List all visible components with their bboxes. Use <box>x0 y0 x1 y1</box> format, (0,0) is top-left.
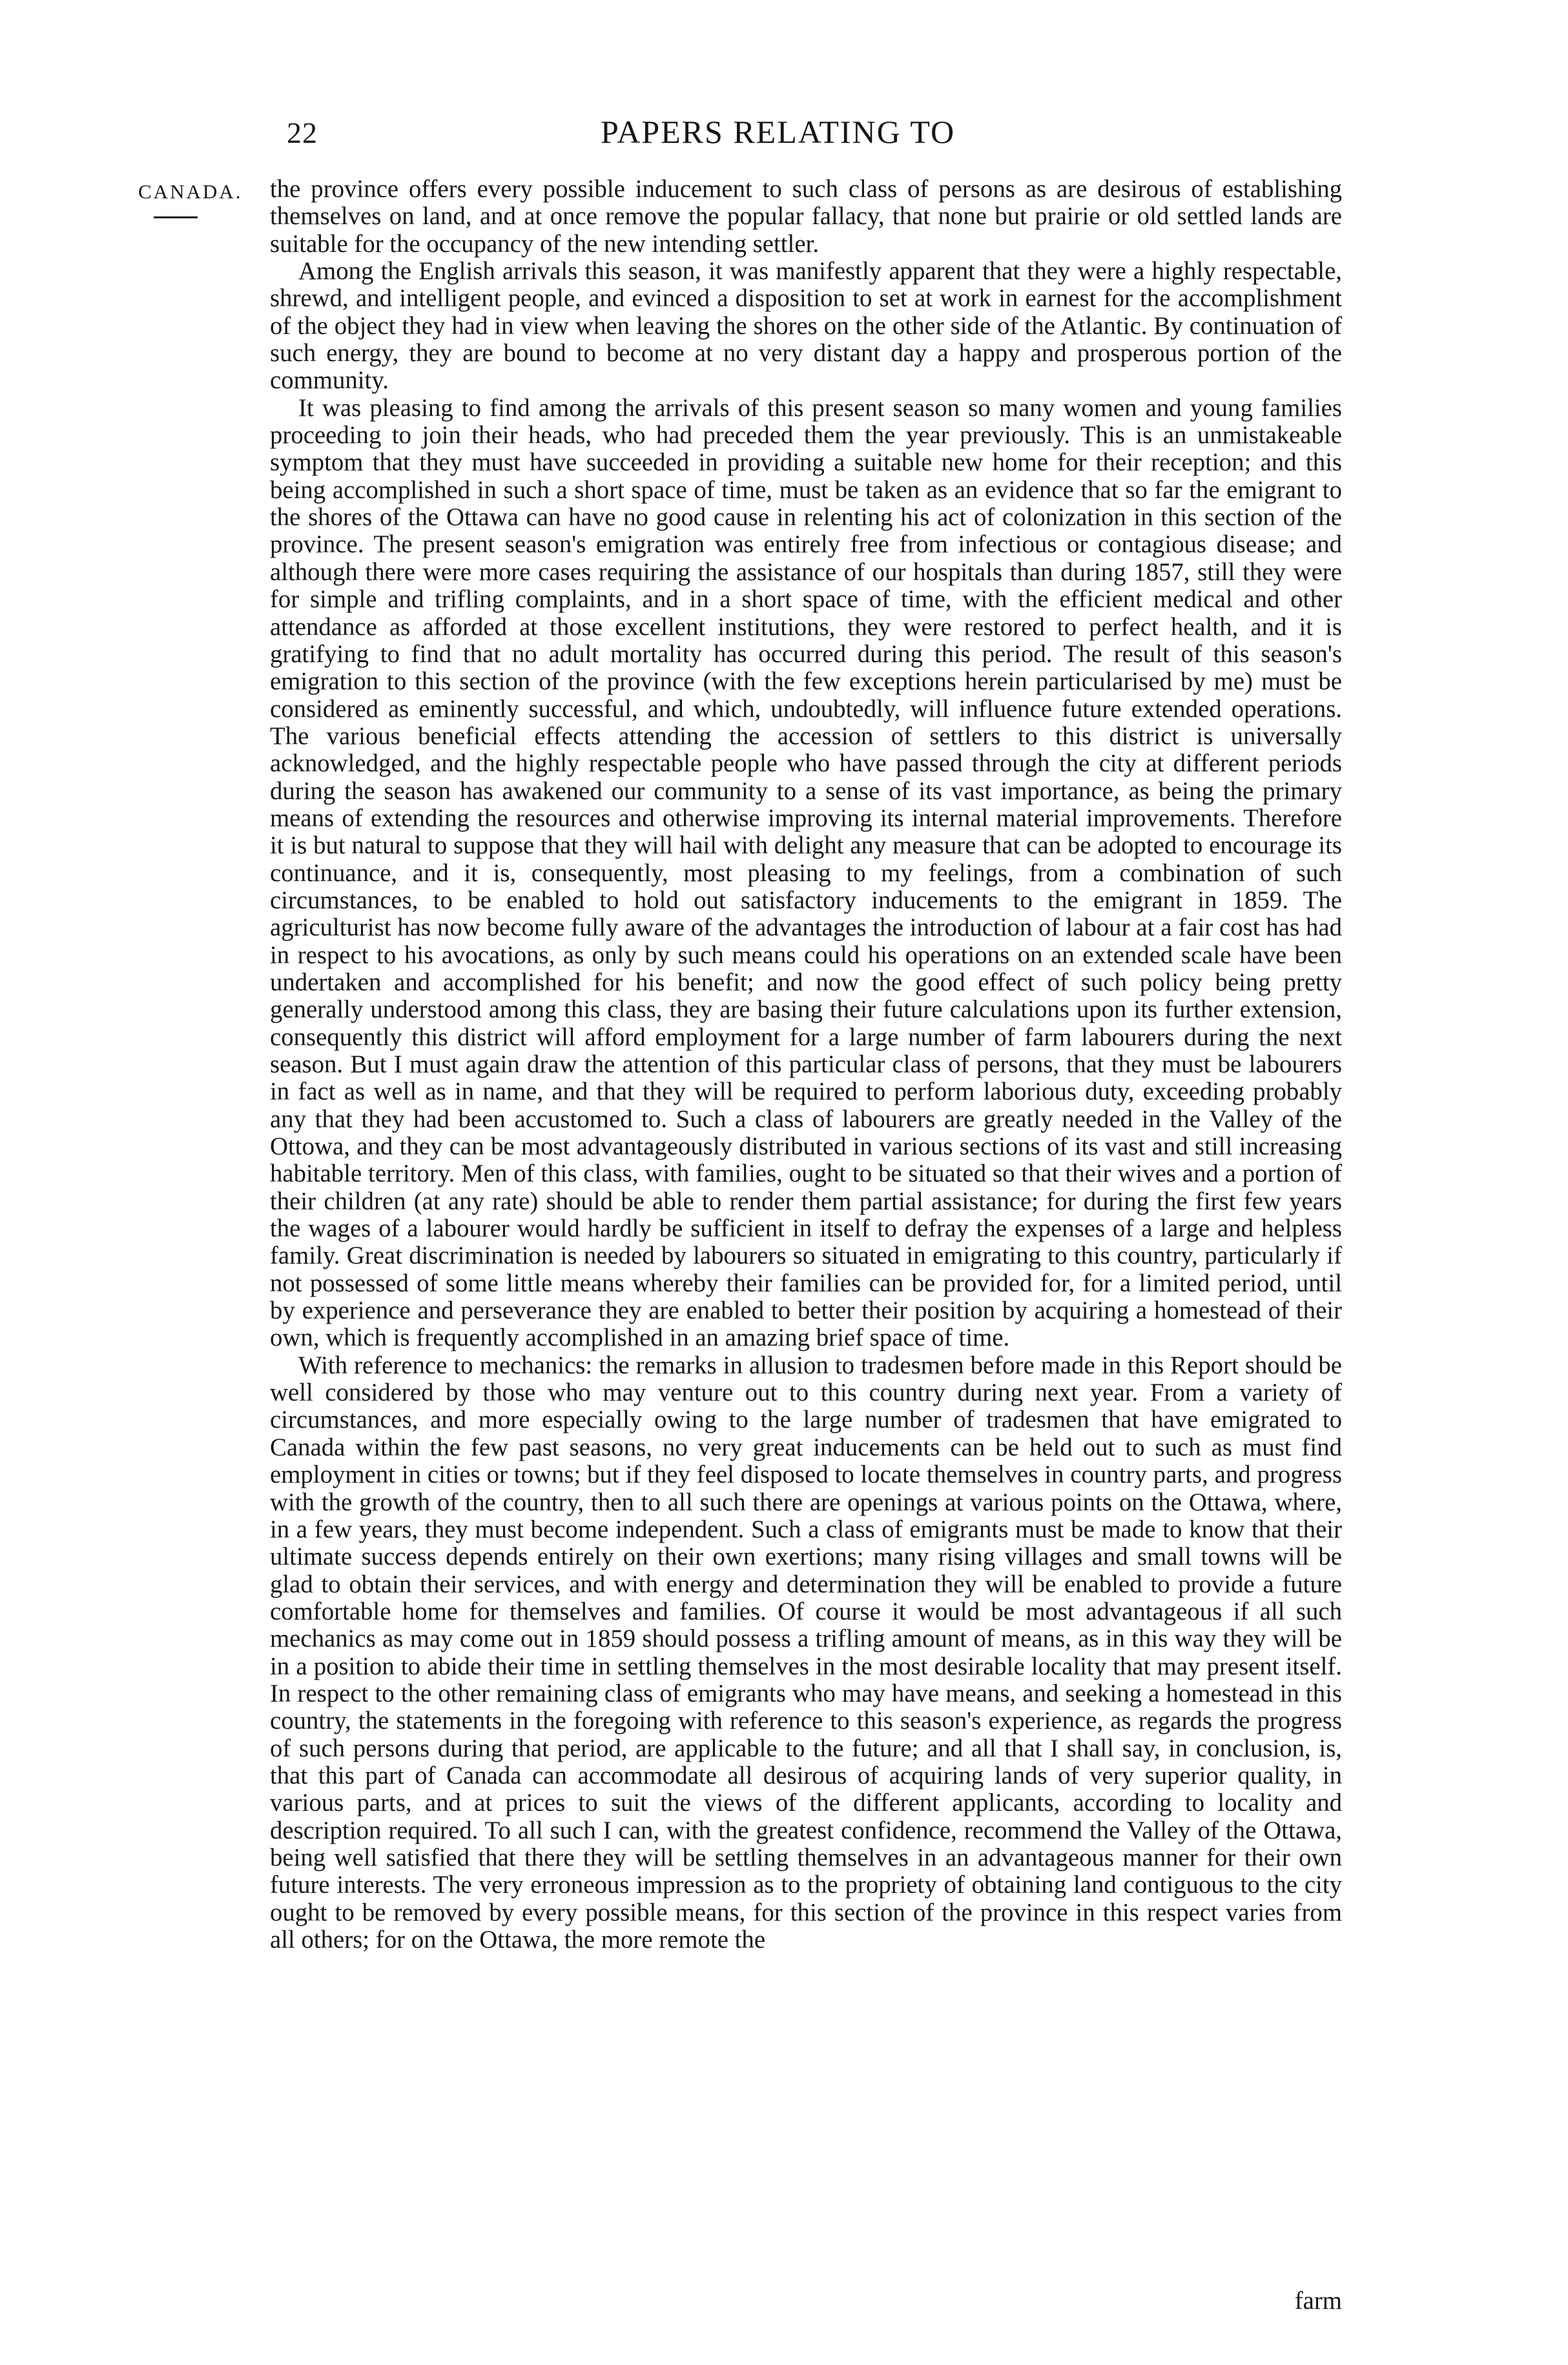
body-text <box>270 176 1342 1953</box>
paragraph-english-arrivals: Among the English arrivals this season, it was manifestly apparent that they were a highly respectable, shrewd, and intelligent people, and evinced a disposition to set at work in earnest for the accomplishment of the object they had in view when leaving the shores on the other side of the Atlantic. By continuation of such energy, they are bound to become at no very distant day a happy and prosperous portion of the community. <box>270 257 1342 395</box>
running-title: PAPERS RELATING TO <box>601 114 956 150</box>
margin-rule <box>154 216 198 218</box>
paragraph-season-arrivals: It was pleasing to find among the arrivals of this present season so many women and young families proceeding to join their heads, who had preceded them the year previously. This is an unmistakeable symptom that they must have succeeded in providing a suitable new home for their reception; and this being accomplished in such a short space of time, must be taken as an evidence that so far the emigrant to the shores of the Ottawa can have no good cause in relenting his act of colonization in this section of the province. The present season's emigration was entirely free from infectious or contagious disease; and although there were more cases requiring the assistance of our hospitals than during 1857, still they were for simple and trifling complaints, and in a short space of time, with the efficient medical and other attendance as afforded at those excellent institutions, they were restored to perfect health, and it is gratifying to find that no adult mortality has occurred during this period. The result of this season's emigration to this section of the province (with the few exceptions herein particularised by me) must be considered as eminently successful, and which, undoubtedly, will influence future extended operations. The various beneficial effects attending the accession of settlers to this district is universally acknowledged, and the highly respectable people who have passed through the city at different periods during the season has awakened our community to a sense of its vast importance, as being the primary means of extending the resources and otherwise improving its internal material improvements. Therefore it is but natural to suppose that they will hail with delight any measure that can be adopted to encourage its continuance, and it is, consequently, most pleasing to my feelings, from a combination of such circumstances, to be enabled to hold out satisfactory inducements to the emigrant in 1859. The agriculturist has now become fully aware of the advantages the introduction of labour at a fair cost has had in respect to his avocations, as only by such means could his operations on an extended scale have been undertaken and accomplished for his benefit; and now the good effect of such policy being pretty generally understood among this class, they are basing their future calculations upon its further extension, consequently this district will afford employment for a large number of farm labourers during the next season. But I must again draw the attention of this particular class of persons, that they must be labourers in fact as well as in name, and that they will be required to perform laborious duty, exceeding probably any that they had been accustomed to. Such a class of labourers are greatly needed in the Valley of the Ottowa, and they can be most advantageously distributed in various sections of its vast and still increasing habitable territory. Men of this class, with families, ought to be situated so that their wives and a portion of their children (at any rate) should be able to render them partial assistance; for during the first few years the wages of a labourer would hardly be sufficient in itself to defray the expenses of a large and helpless family. Great discrimination is needed by labourers so situated in emigrating to this country, particularly if not possessed of some little means whereby their families can be provided for, for a limited period, until by experience and perseverance they are enabled to better their position by acquiring a homestead of their own, which is frequently accomplished in an amazing brief space of time. <box>270 393 1342 1352</box>
margin-note: CANADA. <box>138 180 243 203</box>
paragraph-continuation: the province offers every possible inducement to such class of persons as are desirous of establishing themselves on land, and at once remove the popular fallacy, that none but prairie or old settled lands are suitable for the occupancy of the new intending settler. <box>270 175 1342 258</box>
catchword: farm <box>1294 2287 1342 2315</box>
page-number: 22 <box>287 116 318 149</box>
paragraph-mechanics: With reference to mechanics: the remarks in allusion to tradesmen before made in this Report should be well considered by those who may venture out to this country during next year. From a variety of circumstances, and more especially owing to the large number of tradesmen that have emigrated to Canada within the few past seasons, no very great inducements can be held out to such as must find employment in cities or towns; but if they feel disposed to locate themselves in country parts, and progress with the growth of the country, then to all such there are openings at various points on the Ottawa, where, in a few years, they must become independent. Such a class of emigrants must be made to know that their ultimate success depends entirely on their own exertions; many rising villages and small towns will be glad to obtain their services, and with energy and determination they will be enabled to provide a future comfortable home for themselves and families. Of course it would be most advantageous if all such mechanics as may come out in 1859 should possess a trifling amount of means, as in this way they will be in a position to abide their time in settling themselves in the most desirable locality that may present itself. In respect to the other remaining class of emigrants who may have means, and seeking a homestead in this country, the statements in the foregoing with reference to this season's experience, as regards the progress of such persons during that period, are applicable to the future; and all that I shall say, in conclusion, is, that this part of Canada can accommodate all desirous of acquiring lands of very superior quality, in various parts, and at prices to suit the views of the different applicants, according to locality and description required. To all such I can, with the greatest confidence, recommend the Valley of the Ottawa, being well satisfied that there they will be settling themselves in an advantageous manner for their own future interests. The very erroneous impression as to the propriety of obtaining land contiguous to the city ought to be removed by every possible means, for this section of the province in this respect varies from all others; for on the Ottawa, the more remote the <box>270 1351 1342 1953</box>
